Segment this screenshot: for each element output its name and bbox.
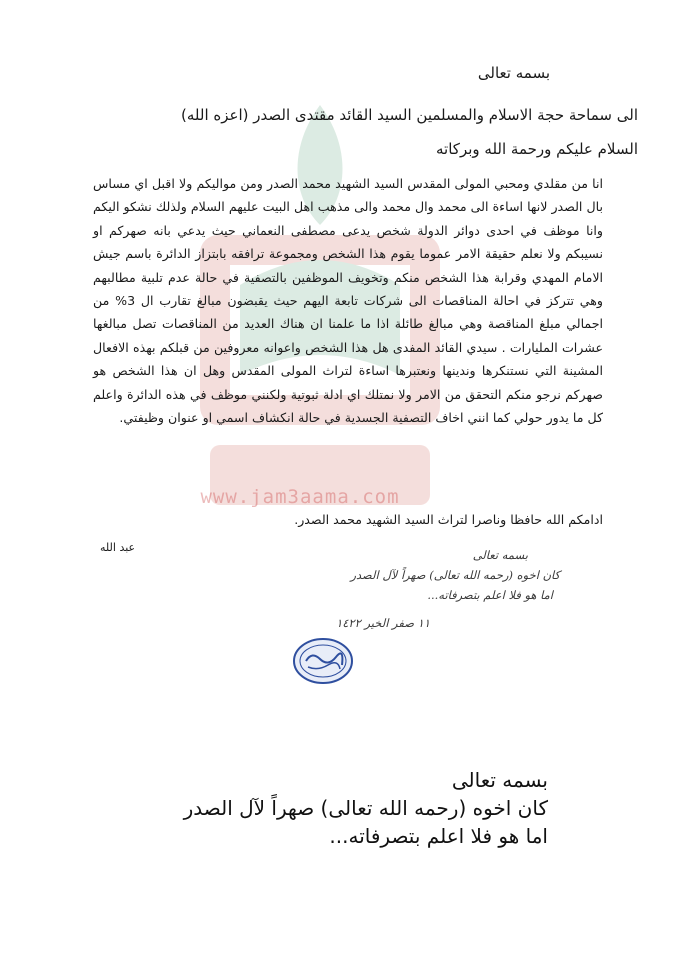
- letter-signer: عبد الله: [100, 541, 136, 554]
- handwritten-line-1: كان اخوه (رحمه الله تعالى) صهراً لآل الصدر: [350, 568, 560, 582]
- handwritten-basmala: بسمه تعالى: [472, 548, 528, 562]
- letter-basmala: بسمه تعالى: [477, 64, 550, 82]
- transcription-line-1: كان اخوه (رحمه الله تعالى) صهراً لآل الصدر: [183, 796, 548, 820]
- letter-closing: ادامكم الله حافظا وناصرا لتراث السيد الشهيد محمد الصدر.: [294, 512, 603, 527]
- transcription-line-2: اما هو فلا اعلم بتصرفاته...: [329, 824, 548, 848]
- watermark-url: www.jam3aama.com: [200, 486, 400, 508]
- seal-stamp: [292, 637, 354, 685]
- handwritten-line-2: اما هو فلا اعلم بتصرفاته...: [427, 588, 553, 602]
- handwritten-date: ١١ صفر الخير ١٤٢٢: [336, 616, 430, 630]
- letter-greeting: السلام عليكم ورحمة الله وبركاته: [436, 140, 638, 158]
- letter-body: انا من مقلدي ومحبي المولى المقدس السيد الشهيد محمد الصدر ومن مواليكم ولا اقبل اي مساس بال الصدر لانها اساءة الى محمد وال محمد والى مذهب اهل البيت عليهم السلام ولذلك نشكو اليكم وانا موظف في احدى دوائر الدولة شخص يدعى مصطفى النعماني حيث يدعي بانه صهركم او نسيبكم ولا نعلم حقيقة الامر عموما يقوم هذا الشخص ومجموعة ترافقه بابتزاز الدائرة باسم جيش الامام المهدي وقرابة هذا الشخص منكم وتخويف الموظفين بالتصفية في حالة عدم تلبية مطالبهم وهي تتركز في احالة المناقصات الى شركات تابعة اليهم حيث يقبضون مبالغ تقارب ال 3% من اجمالي مبلغ المناقصة وهي مبالغ طائلة اذا ما علمنا ان هناك العديد من المناقصات تصل مبالغها عشرات المليارات . سيدي القائد المفدى هل هذا الشخص واعوانه معروفين من قبلكم بهذه الافعال المشينة التي نستنكرها وندينها ونعتبرها اساءة لتراث المولى المقدس وهل ان هذا الشخص هو صهركم نرجو منكم التحقق من الامر ولا نمتلك اي ادلة ثبوتية ولكنني موظف في هذه الدائرة واعلم كل ما يدور حولي كما انني اخاف التصفية الجسدية في حالة انكشاف اسمي او عنوان وظيفتي.: [93, 176, 603, 426]
- transcription-line-0: بسمه تعالى: [451, 768, 548, 792]
- letter-recipient: الى سماحة حجة الاسلام والمسلمين السيد القائد مقتدى الصدر (اعزه الله): [181, 106, 638, 124]
- transcription-block: [48, 766, 548, 850]
